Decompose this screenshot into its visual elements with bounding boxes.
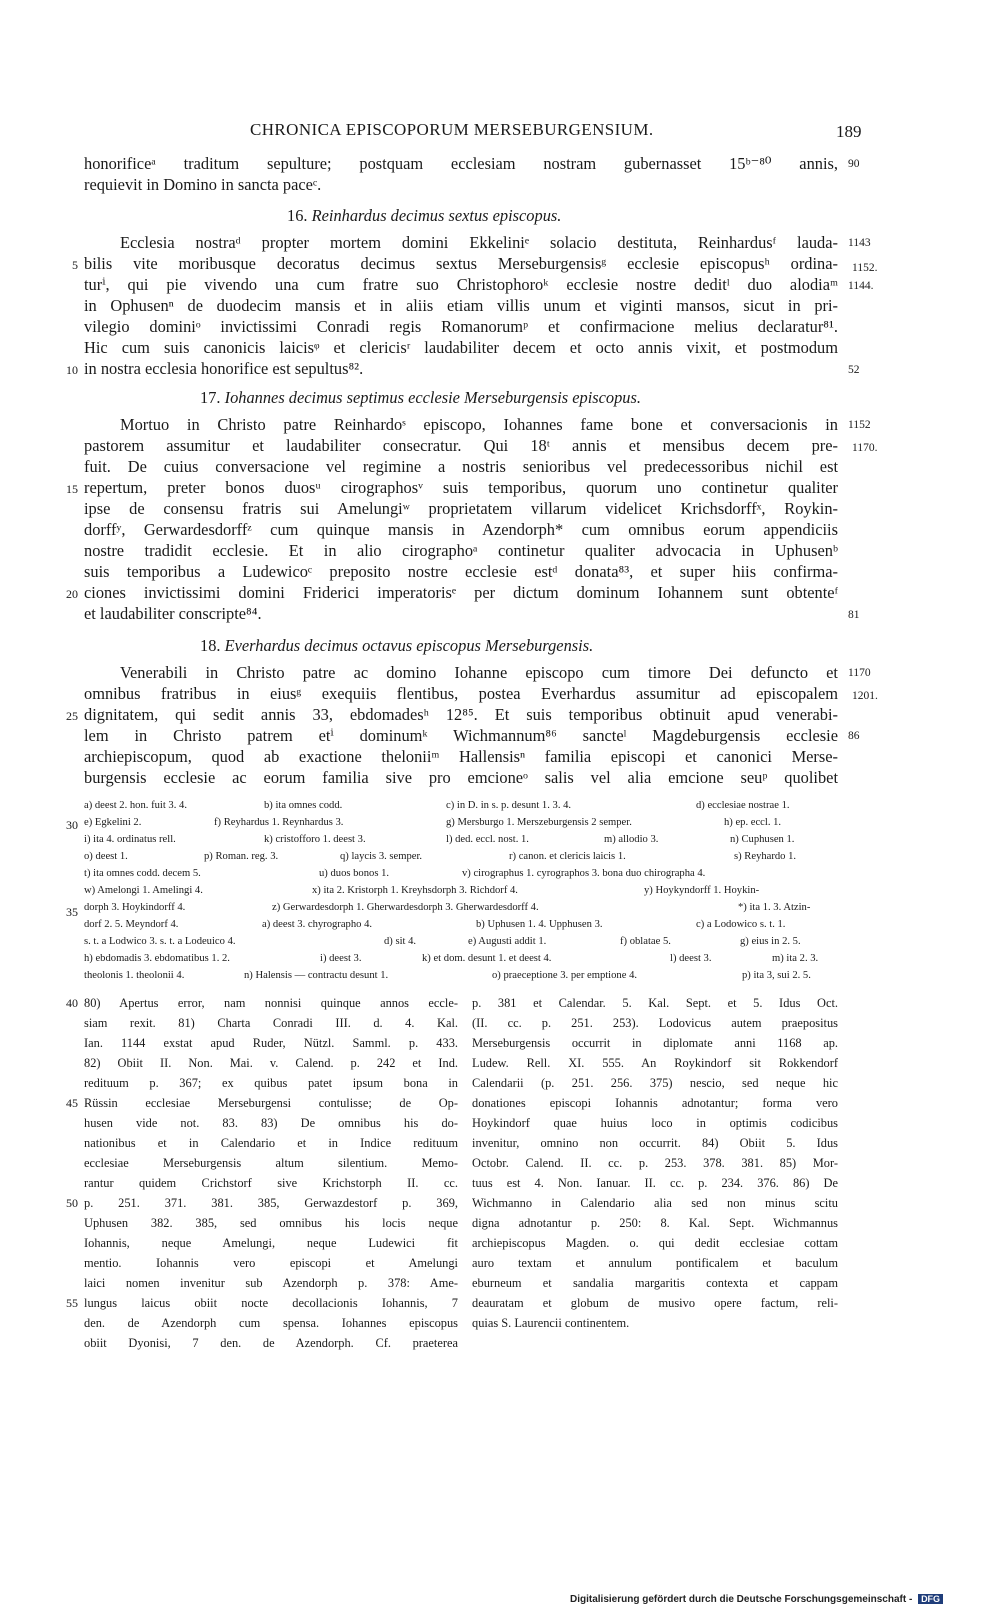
commentary-line: redituum p. 367; ex quibus patet ipsum bona in bbox=[84, 1076, 458, 1090]
variant-note: f) oblatae 5. bbox=[620, 936, 671, 947]
variant-note: n) Cuphusen 1. bbox=[730, 834, 795, 845]
commentary-line: Merseburgensis occurrit in diplomate anni 1168 ap. bbox=[472, 1036, 838, 1050]
body-line: Venerabili in Christo patre ac domino Iohanne episcopo cum timore Dei defuncto et bbox=[120, 663, 838, 682]
commentary-line: mentio. Iohannis vero episcopi et Amelungi bbox=[84, 1256, 458, 1270]
body-line: bilis vite moribusque decoratus decimus sextus Merseburgensisᵍ ecclesie episcopusʰ ordina- bbox=[84, 254, 838, 273]
commentary-line: tuus est 4. Non. Ianuar. II. cc. p. 234. 376. 86) De bbox=[472, 1176, 838, 1190]
variant-note: c) a Lodowico s. t. 1. bbox=[696, 919, 786, 930]
body-line: in nostra ecclesia honorifice est sepultus⁸². bbox=[84, 359, 364, 378]
line-number: 10 bbox=[66, 363, 78, 377]
variant-note: t) ita omnes codd. decem 5. bbox=[84, 868, 201, 879]
section-heading bbox=[287, 206, 561, 226]
commentary-line: ecclesiae Merseburgensis altum silentium. Memo- bbox=[84, 1156, 458, 1170]
commentary-line: den. de Azendorph cum spensa. Iohannes episcopus bbox=[84, 1316, 458, 1330]
commentary-line: donationes episcopi Iohannis adnotantur; forma vero bbox=[472, 1096, 838, 1110]
commentary-line: quias S. Laurencii continentem. bbox=[472, 1316, 630, 1330]
digitization-footer bbox=[570, 1594, 943, 1605]
section-number: 17. bbox=[200, 388, 221, 407]
body-line: Hic cum suis canonicis laicisᵠ et clericisʳ laudabiliter decem et octo annis vixit, et postmodum bbox=[84, 338, 838, 357]
body-line: suis temporibus a Ludewicoᶜ preposito nostre ecclesie estᵈ donata⁸³, et super hiis confirma- bbox=[84, 562, 838, 581]
margin-year: 1144. bbox=[848, 280, 874, 292]
body-line: Ecclesia nostraᵈ propter mortem domini Ekkeliniᵉ solacio destituta, Reinhardusᶠ lauda- bbox=[120, 233, 838, 252]
commentary-line: Iohannis, neque Amelungi, neque Ludewici fit bbox=[84, 1236, 458, 1250]
variant-note: h) ep. eccl. 1. bbox=[724, 817, 782, 828]
section-heading bbox=[200, 636, 593, 656]
commentary-line: Wichmanno in Calendario alia sed non minus scitu bbox=[472, 1196, 838, 1210]
variant-note: v) cirographus 1. cyrographos 3. bona duo chirographa 4. bbox=[462, 868, 706, 879]
margin-year: 1170 bbox=[848, 667, 871, 679]
body-line: ciones invictissimi domini Friderici imperatorisᵉ per dictum dominum Iohannem sunt obtenteᶠ bbox=[84, 583, 838, 602]
commentary-line: husen vide not. 83. 83) De omnibus his do- bbox=[84, 1116, 458, 1130]
line-number: 45 bbox=[66, 1096, 78, 1110]
variant-note: n) Halensis — contractu desunt 1. bbox=[244, 970, 389, 981]
commentary-line: p. 381 et Calendar. 5. Kal. Sept. et 5. Idus Oct. bbox=[472, 996, 838, 1010]
commentary-line: (II. cc. p. 251. 253). Lodovicus autem praepositus bbox=[472, 1016, 838, 1030]
commentary-line: Rüssin ecclesiae Merseburgensi contulisse; de Op- bbox=[84, 1096, 458, 1110]
commentary-line: obiit Dyonisi, 7 den. de Azendorph. Cf. praeterea bbox=[84, 1336, 458, 1350]
variant-note: d) ecclesiae nostrae 1. bbox=[696, 800, 790, 811]
variant-note: b) ita omnes codd. bbox=[264, 800, 343, 811]
commentary-line: eburneum et sandalia margaritis contexta et cappam bbox=[472, 1276, 838, 1290]
running-header: CHRONICA EPISCOPORUM MERSEBURGENSIUM. bbox=[250, 120, 654, 139]
footer-text: Digitalisierung gefördert durch die Deutsche Forschungsgemeinschaft - bbox=[570, 1594, 913, 1605]
margin-year: 1152. bbox=[852, 262, 878, 274]
commentary-line: 82) Obiit II. Non. Mai. v. Calend. p. 242 et Ind. bbox=[84, 1056, 458, 1070]
variant-note: h) ebdomadis 3. ebdomatibus 1. 2. bbox=[84, 953, 230, 964]
variant-note: dorph 3. Hoykindorff 4. bbox=[84, 902, 186, 913]
line-number: 15 bbox=[66, 482, 78, 496]
variant-note: a) deest 3. chyrographo 4. bbox=[262, 919, 373, 930]
section-heading bbox=[200, 388, 641, 408]
commentary-line: invenitur, omnino non occurrit. 84) Obiit 5. Idus bbox=[472, 1136, 838, 1150]
commentary-line: Ludew. Rell. XI. 555. An Roykindorf sit Rokkendorf bbox=[472, 1056, 838, 1070]
variant-note: u) duos bonos 1. bbox=[319, 868, 390, 879]
commentary-line: lungus laicus obiit nocte decollacionis Iohannis, 7 bbox=[84, 1296, 458, 1310]
margin-note: 81 bbox=[848, 609, 860, 621]
margin-year: 1143 bbox=[848, 237, 871, 249]
variant-note: k) cristofforo 1. deest 3. bbox=[264, 834, 366, 845]
body-line: archiepiscopum, quod ab exactione theloniiᵐ Hallensisⁿ familia episcopi et canonici Merse- bbox=[84, 747, 838, 766]
variant-note: q) laycis 3. semper. bbox=[340, 851, 423, 862]
variant-note: o) deest 1. bbox=[84, 851, 128, 862]
variant-note: w) Amelongi 1. Amelingi 4. bbox=[84, 885, 203, 896]
section-number: 18. bbox=[200, 636, 221, 655]
line-number: 35 bbox=[66, 905, 78, 919]
variant-note: *) ita 1. 3. Atzin- bbox=[738, 902, 811, 913]
variant-note: l) deest 3. bbox=[670, 953, 712, 964]
body-line: honorificeᵃ traditum sepulture; postquam ecclesiam nostram gubernasset 15ᵇ⁻⁸⁰ annis, bbox=[84, 154, 838, 173]
line-number: 55 bbox=[66, 1296, 78, 1310]
body-line: fuit. De cuius conversacione vel regimine a nostris senioribus vel predecessoribus nichil est bbox=[84, 457, 838, 476]
commentary-line: rantur quidem Crichstorf sive Krichstorph II. cc. bbox=[84, 1176, 458, 1190]
variant-note: l) ded. eccl. nost. 1. bbox=[446, 834, 529, 845]
body-line: burgensis ecclesie ac eorum familia sive pro emcioneᵒ salis vel alia emcione seuᵖ quolibet bbox=[84, 768, 838, 787]
commentary-line: Uphusen 382. 385, sed omnibus his locis neque bbox=[84, 1216, 458, 1230]
variant-note: r) canon. et clericis laicis 1. bbox=[509, 851, 626, 862]
variant-note: dorf 2. 5. Meyndorf 4. bbox=[84, 919, 179, 930]
commentary-line: 80) Apertus error, nam nonnisi quinque annos eccle- bbox=[84, 996, 458, 1010]
commentary-line: laici nomen invenitur sub Azendorph p. 378: Ame- bbox=[84, 1276, 458, 1290]
body-line: vilegio dominiᵒ invictissimi Conradi regis Romanorumᵖ et confirmacione melius declaratur⁸¹. bbox=[84, 317, 838, 336]
variant-note: b) Uphusen 1. 4. Upphusen 3. bbox=[476, 919, 603, 930]
variant-note: e) Egkelini 2. bbox=[84, 817, 142, 828]
body-line: nostre tradidit ecclesie. Et in alio cirographoᵃ continetur qualiter advocacia in Uphusenᵇ bbox=[84, 541, 838, 560]
margin-note: 52 bbox=[848, 364, 860, 376]
margin-note: 90 bbox=[848, 158, 860, 170]
body-line: dignitatem, qui sedit annis 33, ebdomadesʰ 12⁸⁵. Et suis temporibus obtinuit apud venerabi- bbox=[84, 705, 838, 724]
commentary-line: Calendarii (p. 251. 256. 375) nescio, sed neque hic bbox=[472, 1076, 838, 1090]
commentary-line: p. 251. 371. 381. 385, Gerwazdestorf p. 369, bbox=[84, 1196, 458, 1210]
body-line: omnibus fratribus in eiusᵍ exequiis flentibus, postea Everhardus assumitur ad episcopalem bbox=[84, 684, 838, 703]
commentary-line: siam rexit. 81) Charta Conradi III. d. 4. Kal. bbox=[84, 1016, 458, 1030]
variant-note: theolonis 1. theolonii 4. bbox=[84, 970, 185, 981]
line-number: 30 bbox=[66, 818, 78, 832]
dfg-logo-icon: DFG bbox=[918, 1594, 943, 1604]
variant-note: z) Gerwardesdorph 1. Gherwardesdorph 3. Gherwardesdorff 4. bbox=[272, 902, 539, 913]
variant-note: d) sit 4. bbox=[384, 936, 417, 947]
body-line: pastorem assumitur et laudabiliter consecratur. Qui 18ᵗ annis et mensibus decem pre- bbox=[84, 436, 838, 455]
margin-note: 86 bbox=[848, 730, 860, 742]
variant-note: m) allodio 3. bbox=[604, 834, 659, 845]
variant-note: p) ita 3, sui 2. 5. bbox=[742, 970, 811, 981]
commentary-line: Octobr. Calend. II. cc. p. 253. 378. 381. 85) Mor- bbox=[472, 1156, 838, 1170]
section-number: 16. bbox=[287, 206, 308, 225]
variant-note: e) Augusti addit 1. bbox=[468, 936, 547, 947]
variant-note: y) Hoykyndorff 1. Hoykin- bbox=[644, 885, 760, 896]
commentary-line: auro textam et annulum pontificalem et baculum bbox=[472, 1256, 838, 1270]
variant-note: x) ita 2. Kristorph 1. Kreyhsdorph 3. Richdorf 4. bbox=[312, 885, 518, 896]
margin-year: 1152 bbox=[848, 419, 871, 431]
commentary-line: nationibus et in Calendario et in Indice redituum bbox=[84, 1136, 458, 1150]
variant-note: a) deest 2. hon. fuit 3. 4. bbox=[84, 800, 187, 811]
body-line: et laudabiliter conscripte⁸⁴. bbox=[84, 604, 262, 623]
commentary-line: deauratam et globum de musivo opere factum, reli- bbox=[472, 1296, 838, 1310]
variant-note: f) Reyhardus 1. Reynhardus 3. bbox=[214, 817, 344, 828]
margin-year: 1170. bbox=[852, 442, 878, 454]
body-line: lem in Christo patrem etⁱ dominumᵏ Wichmannum⁸⁶ sancteˡ Magdeburgensis ecclesie bbox=[84, 726, 838, 745]
variant-note: s) Reyhardo 1. bbox=[734, 851, 797, 862]
variant-note: m) ita 2. 3. bbox=[772, 953, 819, 964]
section-title: Iohannes decimus septimus ecclesie Merseburgensis episcopus. bbox=[224, 388, 641, 407]
variant-note: i) ita 4. ordinatus rell. bbox=[84, 834, 176, 845]
variant-note: k) et dom. desunt 1. et deest 4. bbox=[422, 953, 552, 964]
body-line: turⁱ, qui pie vivendo una cum fratre suo Christophoroᵏ ecclesie nostre deditˡ duo alodiaᵐ bbox=[84, 275, 838, 294]
variant-note: g) eius in 2. 5. bbox=[740, 936, 801, 947]
body-line: Mortuo in Christo patre Reinhardoˢ episcopo, Iohannes fame bone et conversacionis in bbox=[120, 415, 838, 434]
section-title: Reinhardus decimus sextus episcopus. bbox=[311, 206, 562, 225]
line-number: 20 bbox=[66, 587, 78, 601]
variant-note: g) Mersburgo 1. Merszeburgensis 2 semper. bbox=[446, 817, 632, 828]
line-number: 50 bbox=[66, 1196, 78, 1210]
commentary-line: archiepiscopus Magden. o. qui dedit ecclesiae cottam bbox=[472, 1236, 838, 1250]
line-number: 5 bbox=[72, 258, 78, 272]
variant-note: o) praeceptione 3. per emptione 4. bbox=[492, 970, 638, 981]
body-line: repertum, preter bonos duosᵘ cirographosᵛ suis temporibus, quorum uno continetur qualiter bbox=[84, 478, 838, 497]
body-line: ipse de consensu fratris sui Amelungiʷ proprietatem villarum videlicet Krichsdorffˣ, Roykin- bbox=[84, 499, 838, 518]
body-line: dorffʸ, Gerwardesdorffᶻ cum quinque mansis in Azendorph* cum omnibus eorum appendiciis bbox=[84, 520, 838, 539]
page-number: 189 bbox=[836, 122, 862, 141]
variant-note: i) deest 3. bbox=[320, 953, 362, 964]
commentary-line: digna adnotantur p. 250: 8. Kal. Sept. Wichmannus bbox=[472, 1216, 838, 1230]
line-number: 40 bbox=[66, 996, 78, 1010]
variant-note: s. t. a Lodwico 3. s. t. a Lodeuico 4. bbox=[84, 936, 236, 947]
variant-note: c) in D. in s. p. desunt 1. 3. 4. bbox=[446, 800, 572, 811]
commentary-line: Hoykindorf quae huius loco in optimis codicibus bbox=[472, 1116, 838, 1130]
body-line: in Ophusenⁿ de duodecim mansis et in aliis etiam villis unum et viginti mansos, sicut in pri- bbox=[84, 296, 838, 315]
section-title: Everhardus decimus octavus episcopus Merseburgensis. bbox=[224, 636, 594, 655]
commentary-line: Ian. 1144 exstat apud Ruder, Nützl. Samml. p. 433. bbox=[84, 1036, 458, 1050]
variant-note: p) Roman. reg. 3. bbox=[204, 851, 279, 862]
line-number: 25 bbox=[66, 709, 78, 723]
body-line: requievit in Domino in sancta paceᶜ. bbox=[84, 175, 322, 194]
margin-year: 1201. bbox=[852, 690, 878, 702]
